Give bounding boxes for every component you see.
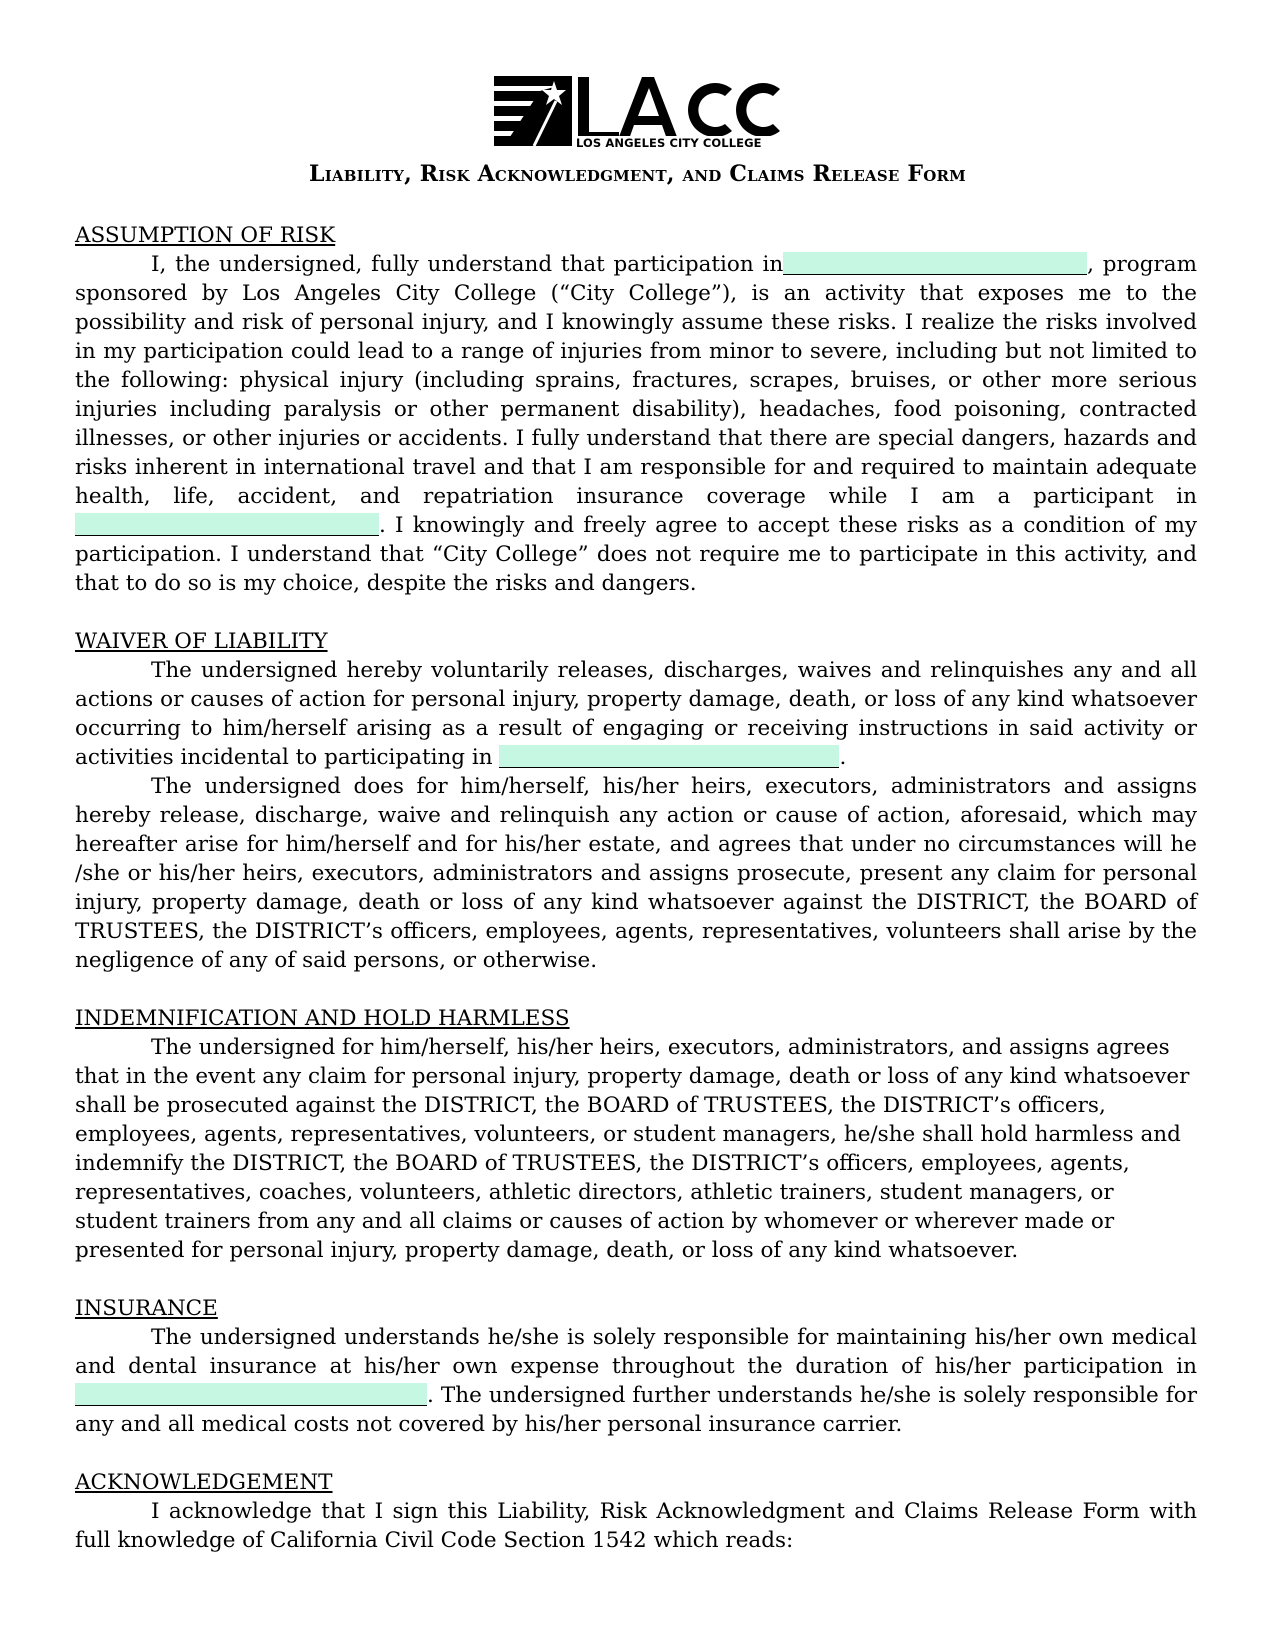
section-heading: INDEMNIFICATION AND HOLD HARMLESS [75,1006,570,1031]
section-heading: INSURANCE [75,1296,218,1321]
paragraph-text: . The undersigned further understands he/she is solely responsible for any and all medical costs not covered by his/her personal insurance carrier. [75,1383,1197,1437]
section-heading: ASSUMPTION OF RISK [75,223,336,248]
paragraph-text: The undersigned understands he/she is solely responsible for maintaining his/her own medical and dental insurance at his/her own expense throughout the duration of his/her participation in [75,1325,1197,1379]
form-body [75,221,1197,1584]
paragraph-text: I, the undersigned, fully understand that participation in [151,252,784,277]
section-waiver-of-liability [75,627,1197,975]
section-heading: ACKNOWLEDGEMENT [75,1470,333,1495]
program-name-field-1[interactable] [783,252,1087,275]
section-paragraph: The undersigned for him/herself, his/her heirs, executors, administrators, and assigns agrees that in the event any claim for personal injury, property damage, death or loss of any kind whatsoever shall be prosecuted against the DISTRICT, the BOARD of TRUSTEES, the DISTRICT’s officers, employees, agents, representatives, volunteers, or student managers, he/she shall hold harmless and indemnify the DISTRICT, the BOARD of TRUSTEES, the DISTRICT’s officers, employees, agents, representatives, coaches, volunteers, athletic directors, athletic trainers, student managers, or student trainers from any and all claims or causes of action by whomever or wherever made or presented for personal injury, property damage, death, or loss of any kind whatsoever. [75,1035,1190,1263]
form-title-text: Liability, Risk Acknowledgment, and Claims Release Form [309,161,966,187]
section-heading: WAIVER OF LIABILITY [75,629,328,654]
paragraph-text: . [839,745,847,770]
program-name-field-2[interactable] [75,513,379,536]
section-paragraph [75,656,1197,772]
form-title [0,160,1275,189]
section-indemnification [75,1004,1197,1265]
program-name-field-3[interactable] [499,745,839,768]
logo-subtitle: LOS ANGELES CITY COLLEGE [576,136,786,150]
paragraph-text: The undersigned hereby voluntarily releases, discharges, waives and relinquishes any and all actions or causes of action for personal injury, property damage, death, or loss of any kind whatsoever occurring to him/herself arising as a result of engaging or receiving instructions in said activity or activities incidental to participating in [75,658,1197,770]
section-assumption-of-risk [75,221,1197,598]
paragraph-text: , program sponsored by Los Angeles City College (“City College”), is an activity that exposes me to the possibility and risk of personal injury, and I knowingly assume these risks. I realize the risks involved in my participation could lead to a range of injuries from minor to severe, including but not limited to the following: physical injury (including sprains, fractures, scrapes, bruises, or other more serious injuries including paralysis or other permanent disability), headaches, food poisoning, contracted illnesses, or other injuries or accidents. I fully understand that there are special dangers, hazards and risks inherent in international travel and that I am responsible for and required to maintain adequate health, life, accident, and repatriation insurance coverage while I am a participant in [75,252,1197,509]
section-paragraph [75,1323,1197,1439]
section-insurance [75,1294,1197,1439]
section-paragraph: The undersigned does for him/herself, his/her heirs, executors, administrators and assigns hereby release, discharge, waive and relinquish any action or cause of action, aforesaid, which may hereafter arise for him/herself and for his/her estate, and agrees that under no circumstances will he /she or his/her heirs, executors, administrators and assigns prosecute, present any claim for personal injury, property damage, death or loss of any kind whatsoever against the DISTRICT, the BOARD of TRUSTEES, the DISTRICT’s officers, employees, agents, representatives, volunteers shall arise by the negligence of any of said persons, or otherwise. [75,774,1197,973]
paragraph-text: . I knowingly and freely agree to accept these risks as a condition of my participation. I understand that “City College” does not require me to participate in this activity, and that to do so is my choice, despite the risks and dangers. [75,513,1197,596]
section-paragraph [75,250,1197,598]
section-paragraph: I acknowledge that I sign this Liability, Risk Acknowledgment and Claims Release Form with full knowledge of California Civil Code Section 1542 which reads: [75,1499,1197,1553]
section-acknowledgement [75,1468,1197,1555]
lacc-logo [494,73,784,153]
program-name-field-4[interactable] [75,1383,427,1406]
